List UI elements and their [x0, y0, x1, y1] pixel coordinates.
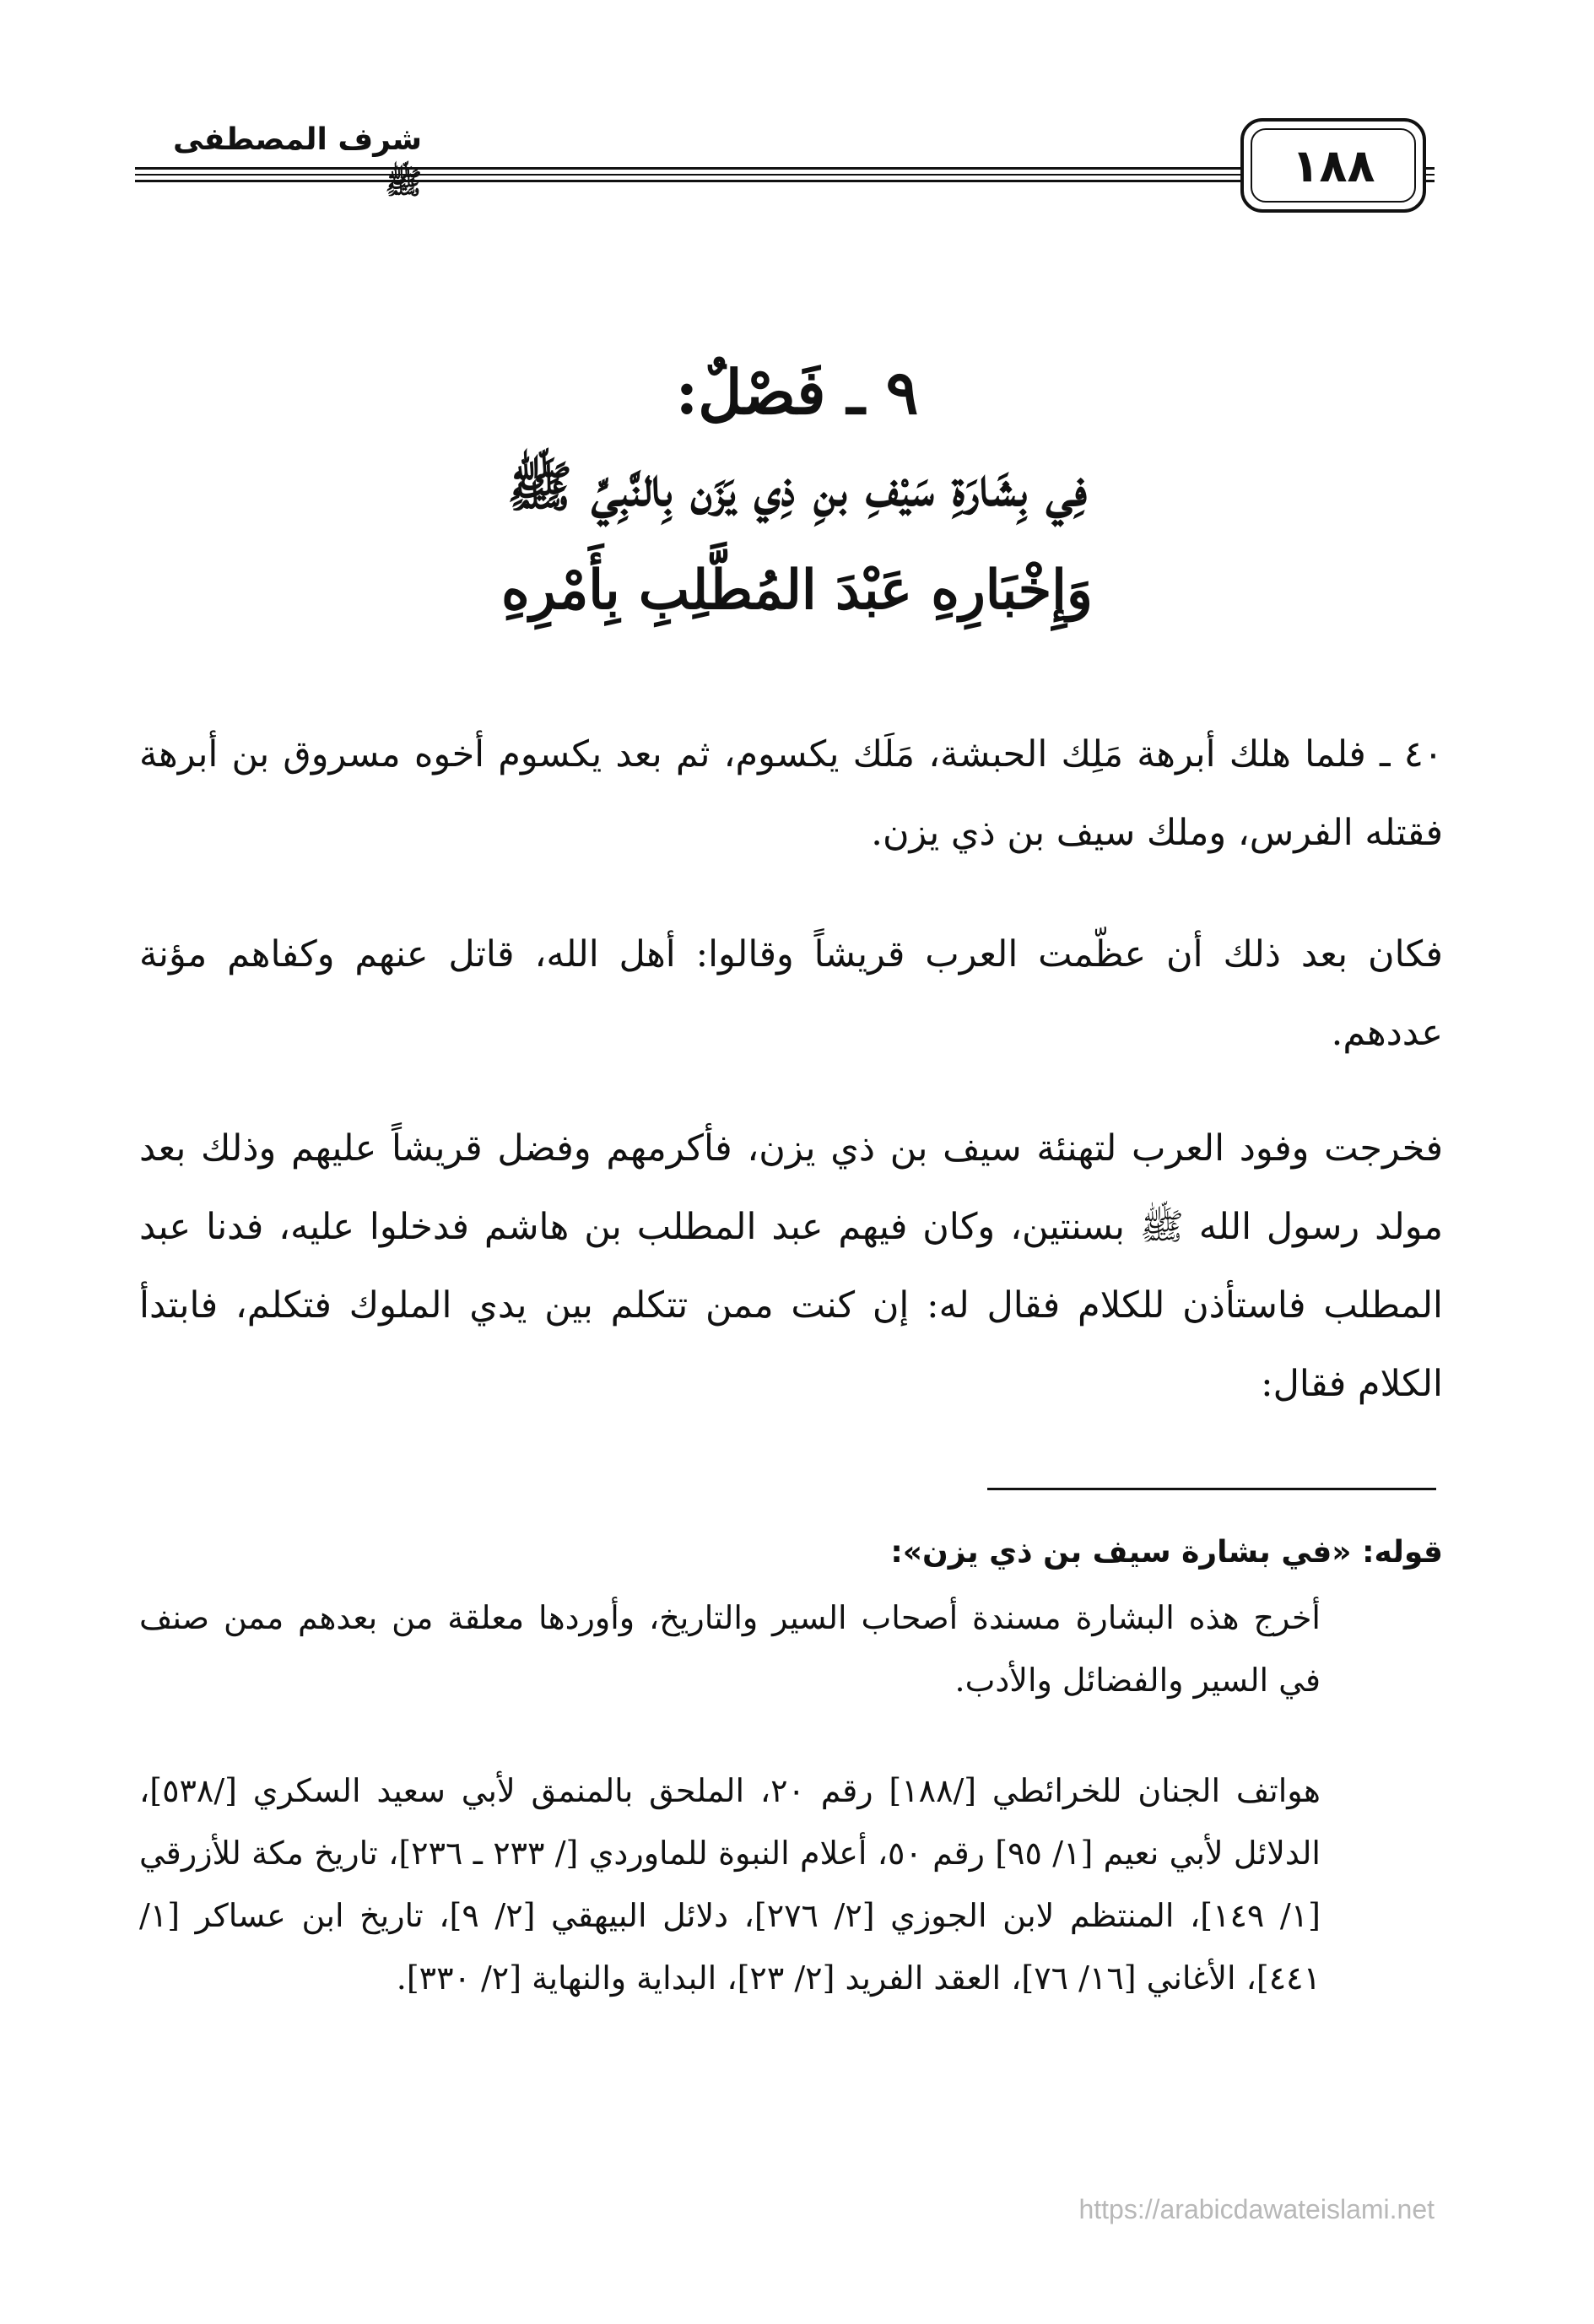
body-paragraph-2: فكان بعد ذلك أن عظّمت العرب قريشاً وقالوا: أهل الله، قاتل عنهم وكفاهم مؤنة عددهم. — [139, 933, 1443, 1054]
footnote-paragraph-2: هواتف الجنان للخرائطي [/١٨٨] رقم ٢٠، الملحق بالمنمق لأبي سعيد السكري [/٥٣٨]، الدلائل لأبي نعيم [١/ ٩٥] رقم ٥٠، أعلام النبوة للماوردي [/ ٢٣٣ ـ ٢٣٦]، تاريخ مكة للأزرقي [١/ ١٤٩]، المنتظم لابن الجوزي [٢/ ٢٧٦]، دلائل البيهقي [٢/ ٩]، تاريخ ابن عساكر [١/ ٤٤١]، الأغاني [١٦/ ٧٦]، العقد الفريد [٢/ ٢٣]، البداية والنهاية [٢/ ٣٣٠]. — [139, 1772, 1321, 1997]
header-rule — [135, 180, 1435, 182]
body-paragraph-1: ٤٠ ـ فلما هلك أبرهة مَلِك الحبشة، مَلَك يكسوم، ثم بعد يكسوم أخوه مسروق بن أبرهة فقتله الفرس، وملك سيف بن ذي يزن. — [139, 733, 1443, 854]
page-number: ١٨٨ — [1251, 128, 1416, 203]
footnote-paragraph-1: أخرج هذه البشارة مسندة أصحاب السير والتاريخ، وأوردها معلقة من بعدهم ممن صنف في السير والفضائل والأدب. — [139, 1599, 1321, 1699]
body-paragraph-3: فخرجت وفود العرب لتهنئة سيف بن ذي يزن، فأكرمهم وفضل قريشاً عليهم وذلك بعد مولد رسول الله ﷺ بسنتين، وكان فيهم عبد المطلب بن هاشم فدخلوا عليه، فدنا عبد المطلب فاستأذن للكلام فقال له: إن كنت ممن تتكلم بين يدي الملوك فتكلم، فابتدأ الكلام فقال: — [139, 1127, 1443, 1405]
footnote-label: قوله: «في بشارة سيف بن ذي يزن»: — [890, 1535, 1443, 1570]
chapter-title-line-2: وَإِخْبَارِهِ عَبْدَ المُطَّلِبِ بِأَمْرِهِ — [501, 559, 1093, 622]
watermark-url: https://arabicdawateislami.net — [1078, 2194, 1435, 2224]
page-header — [135, 118, 1435, 201]
chapter-number: ٩ ـ فَصْلٌ: — [675, 356, 919, 428]
footnote-separator — [987, 1488, 1436, 1490]
page-number-frame — [1240, 118, 1426, 213]
header-rule — [135, 167, 1435, 170]
chapter-title-line-1: فِي بِشَارَةِ سَيْفِ بنِ ذِي يَزَن بِالنَّبِيِّ ﷺ — [506, 456, 1088, 519]
running-title: شرف المصطفى ﷺ — [135, 118, 422, 162]
header-rule — [135, 174, 1435, 176]
